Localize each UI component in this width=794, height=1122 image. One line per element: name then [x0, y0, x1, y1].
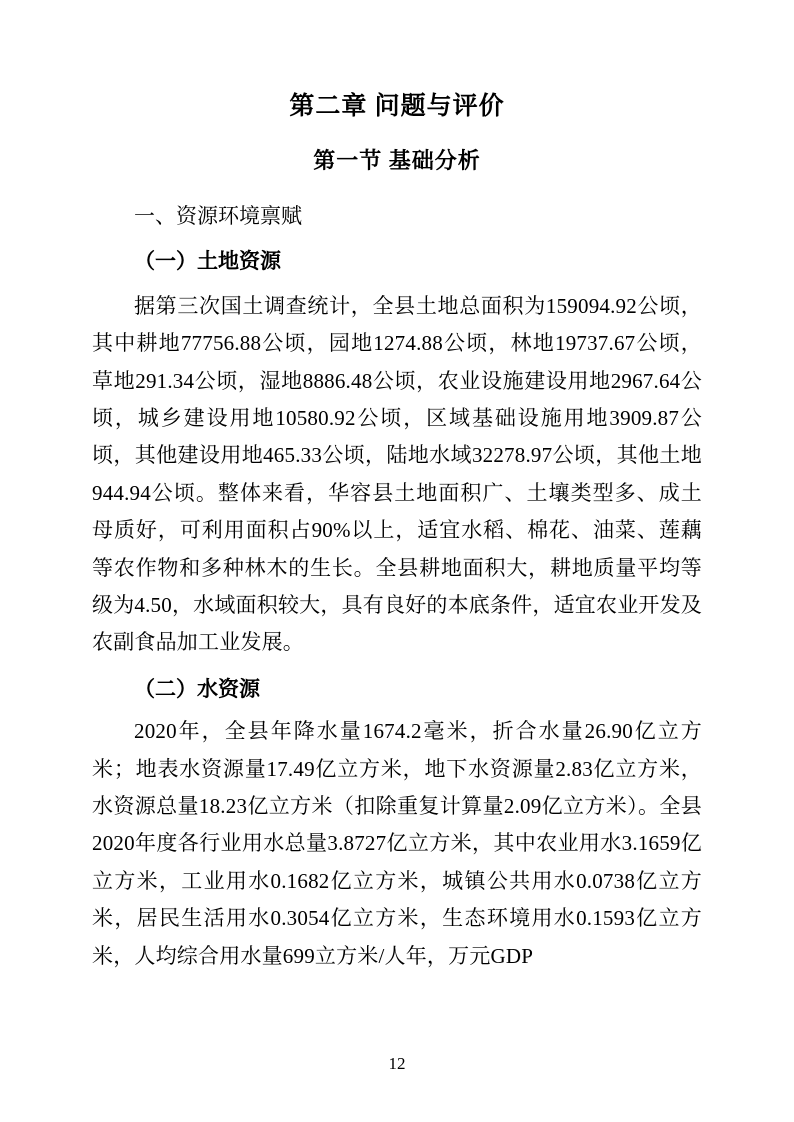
page-number: 12 — [388, 1054, 406, 1073]
section-title: 第一节 基础分析 — [313, 147, 481, 173]
subheading-water-resource: （二）水资源 — [134, 676, 260, 701]
subheading-land-resource: （一）土地资源 — [134, 249, 281, 274]
paragraph-water-resource: 2020年，全县年降水量1674.2毫米，折合水量26.90亿立方米；地表水资源量17.49亿立方米，地下水资源量2.83亿立方米，水资源总量18.23亿立方米（扣除重复计算量2.09亿立方米）。全县2020年度各行业用水总量3.8727亿立方米，其中农业用水3.1659亿立方米，工业用水0.1682亿立方米，城镇公共用水0.0738亿立方米，居民生活用水0.3054亿立方米，生态环境用水0.1593亿立方米，人均综合用水量699立方米/人年，万元GDP — [92, 719, 702, 968]
chapter-title: 第二章 问题与评价 — [289, 93, 505, 120]
heading-resource-environment: 一、资源环境禀赋 — [134, 203, 302, 228]
paragraph-land-resource: 据第三次国土调查统计，全县土地总面积为159094.92公顷，其中耕地77756.88公顷，园地1274.88公顷，林地19737.67公顷，草地291.34公顷，湿地8886.48公顷，农业设施建设用地2967.64公顷，城乡建设用地10580.92公顷，区域基础设施用地3909.87公顷，其他建设用地465.33公顷，陆地水域32278.97公顷，其他土地944.94公顷。整体来看，华容县土地面积广、土壤类型多、成土母质好，可利用面积占90%以上，适宜水稻、棉花、油菜、莲藕等农作物和多种林木的生长。全县耕地面积大，耕地质量平均等级为4.50，水域面积较大，具有良好的本底条件，适宜农业开发及农副食品加工业发展。 — [92, 293, 702, 655]
